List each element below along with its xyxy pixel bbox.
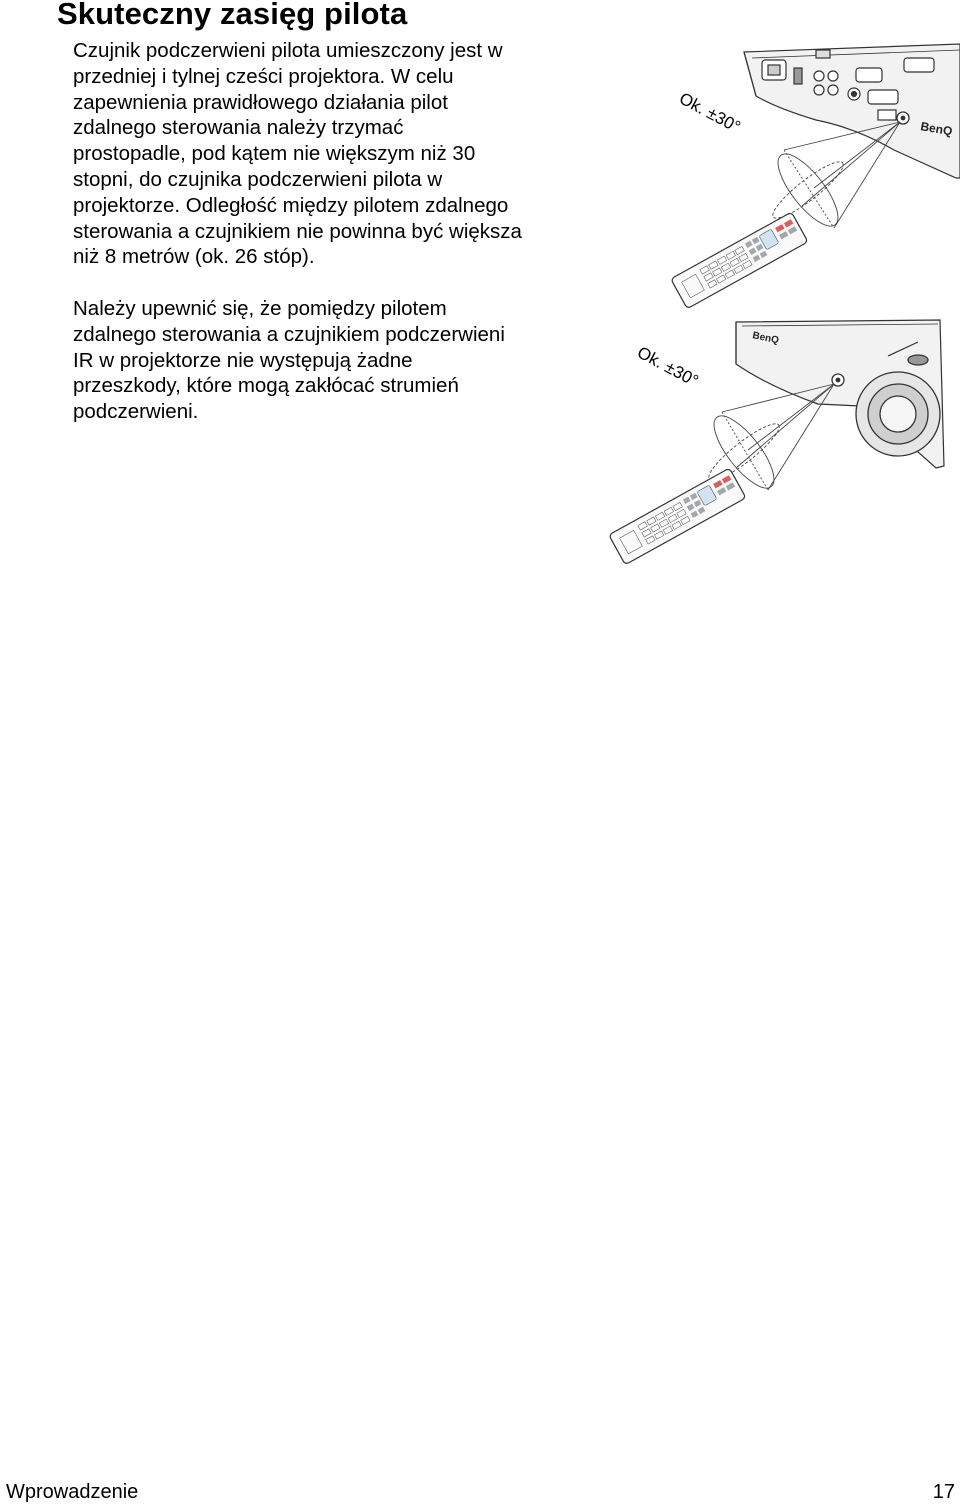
footer-section-name: Wprowadzenie: [6, 1481, 139, 1503]
paragraph-line: niż 8 metrów (ok. 26 stóp).: [73, 245, 315, 269]
figure-front-sensor: [618, 316, 960, 548]
paragraph-line: zdalnego sterowania należy trzymać: [73, 116, 404, 140]
paragraph-line: sterowania a czujnikiem nie powinna być większa: [73, 219, 522, 243]
angle-label: Ok. ±30°: [676, 88, 744, 137]
paragraph-line: podczerwieni.: [73, 400, 199, 424]
paragraph-line: zdalnego sterowania a czujnikiem podczerwieni: [73, 322, 505, 346]
brand-logo: BenQ: [751, 330, 780, 347]
footer-page-number: 17: [932, 1481, 955, 1503]
paragraph-line: Należy upewnić się, że pomiędzy pilotem: [73, 297, 447, 320]
rear-illustration: [656, 38, 960, 300]
front-illustration: [618, 316, 960, 548]
brand-logo: BenQ: [919, 119, 954, 139]
paragraph-line: zapewnienia prawidłowego działania pilot: [73, 90, 448, 114]
paragraph-line: Czujnik podczerwieni pilota umieszczony jest w: [73, 39, 503, 62]
paragraph-sensor-range: [73, 38, 522, 270]
paragraph-line: prostopadle, pod kątem nie większym niż 30: [73, 142, 476, 166]
angle-label: Ok. ±30°: [634, 342, 702, 391]
paragraph-line: projektorze. Odległość między pilotem zdalnego: [73, 193, 509, 217]
paragraph-line: IR w projektorze nie występują żadne: [73, 348, 413, 372]
remote-control-icon: [671, 212, 808, 309]
remote-control-icon: [609, 468, 746, 565]
paragraph-obstruction-note: [73, 296, 505, 425]
page-title: Skuteczny zasięg pilota: [57, 0, 408, 31]
paragraph-line: przeszkody, które mogą zakłócać strumień: [73, 374, 459, 398]
paragraph-line: przedniej i tylnej cześci projektora. W celu: [73, 64, 454, 88]
figure-rear-sensor: [656, 38, 960, 300]
paragraph-line: stopni, do czujnika podczerwieni pilota w: [73, 167, 443, 191]
projector-rear-icon: [744, 44, 960, 178]
